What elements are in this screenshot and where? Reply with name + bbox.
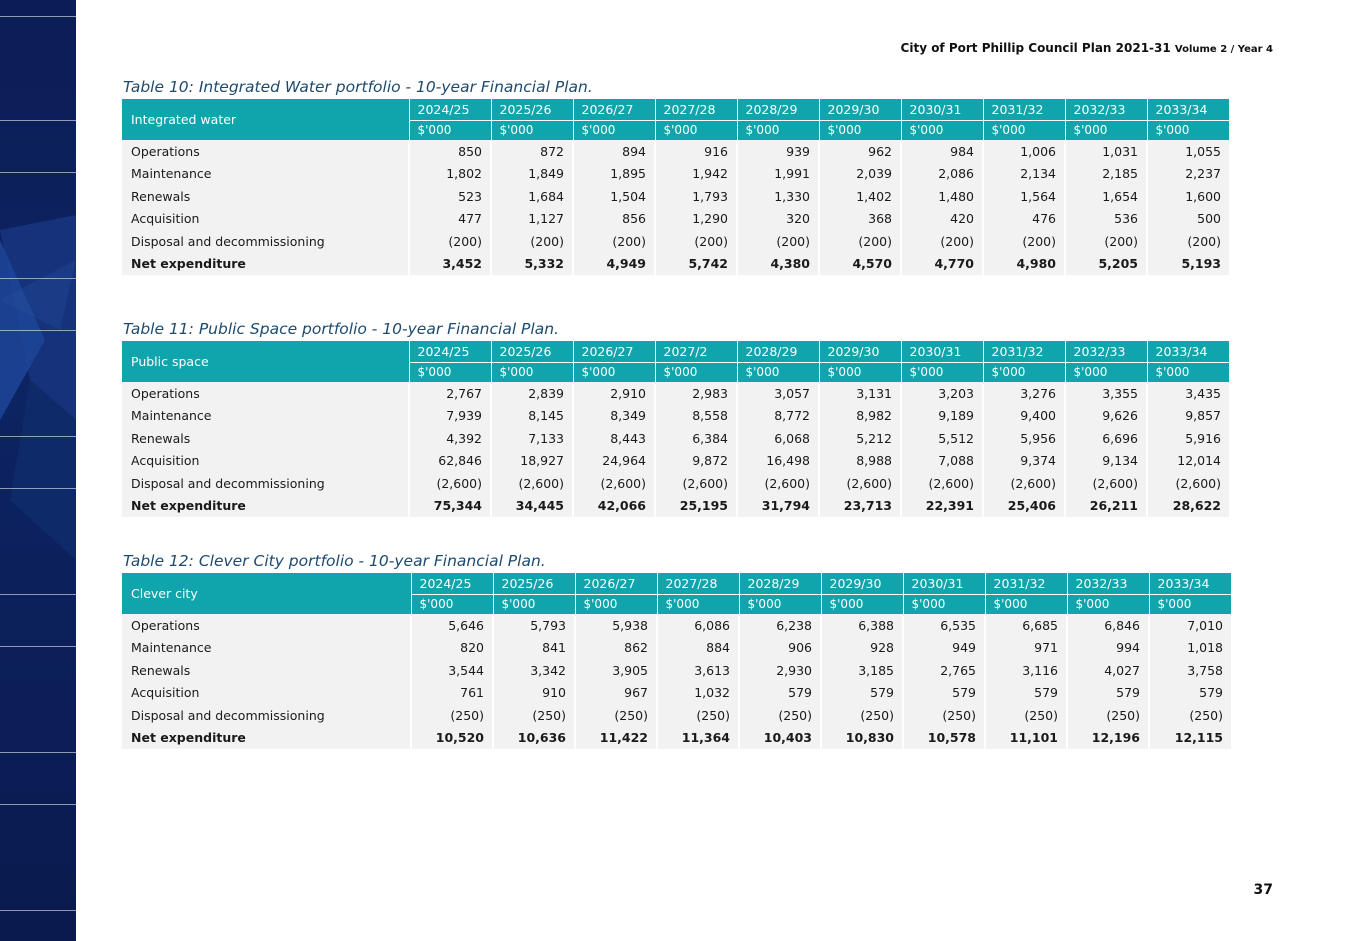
value-cell: 477 [409,208,491,231]
value-cell: 3,342 [493,659,575,682]
unit-header: $'000 [655,120,737,140]
value-cell: 5,916 [1147,427,1229,450]
value-cell: 761 [411,682,493,705]
year-header: 2031/32 [983,341,1065,362]
unit-header: $'000 [493,594,575,614]
value-cell: 8,988 [819,450,901,473]
value-cell: 579 [739,682,821,705]
value-cell: 6,388 [821,614,903,637]
page-header [901,41,1273,55]
value-cell: 3,203 [901,382,983,405]
table-row [122,614,1231,637]
year-header: 2029/30 [821,573,903,594]
document-title: City of Port Phillip Council Plan 2021-31 [900,41,1171,55]
row-label: Net expenditure [122,253,409,276]
year-header: 2030/31 [903,573,985,594]
year-header: 2033/34 [1147,341,1229,362]
value-cell: 5,938 [575,614,657,637]
value-cell: 7,010 [1149,614,1231,637]
table-caption: Table 11: Public Space portfolio - 10-year Financial Plan. [123,320,559,338]
value-cell: 6,068 [737,427,819,450]
value-cell: (250) [739,704,821,727]
value-cell: 42,066 [573,495,655,518]
value-cell: 850 [409,140,491,163]
unit-header: $'000 [821,594,903,614]
year-header: 2024/25 [411,573,493,594]
value-cell: 9,134 [1065,450,1147,473]
value-cell: 3,355 [1065,382,1147,405]
value-cell: 10,520 [411,727,493,750]
value-cell: 8,443 [573,427,655,450]
value-cell: 939 [737,140,819,163]
table-row [122,185,1229,208]
row-label: Disposal and decommissioning [122,704,411,727]
unit-header: $'000 [1067,594,1149,614]
unit-header: $'000 [1149,594,1231,614]
year-header: 2030/31 [901,341,983,362]
value-cell: 9,374 [983,450,1065,473]
unit-header: $'000 [491,120,573,140]
year-header: 2030/31 [901,99,983,120]
row-label: Net expenditure [122,727,411,750]
value-cell: 420 [901,208,983,231]
row-label: Maintenance [122,163,409,186]
value-cell: 2,839 [491,382,573,405]
value-cell: 2,910 [573,382,655,405]
value-cell: 1,564 [983,185,1065,208]
year-header: 2029/30 [819,99,901,120]
value-cell: (200) [1065,230,1147,253]
value-cell: 3,057 [737,382,819,405]
value-cell: 10,578 [903,727,985,750]
value-cell: (250) [1149,704,1231,727]
value-cell: 2,134 [983,163,1065,186]
value-cell: 12,196 [1067,727,1149,750]
unit-header: $'000 [409,362,491,382]
row-label: Operations [122,614,411,637]
value-cell: (200) [655,230,737,253]
value-cell: 16,498 [737,450,819,473]
unit-header: $'000 [983,362,1065,382]
value-cell: 6,238 [739,614,821,637]
value-cell: (2,600) [1147,472,1229,495]
value-cell: 7,088 [901,450,983,473]
value-cell: (2,600) [983,472,1065,495]
year-header: 2028/29 [737,341,819,362]
value-cell: 872 [491,140,573,163]
value-cell: 9,857 [1147,405,1229,428]
value-cell: 916 [655,140,737,163]
value-cell: 3,544 [411,659,493,682]
value-cell: 11,422 [575,727,657,750]
table-row [122,253,1229,276]
side-decoration-band [0,0,76,941]
table-row [122,140,1229,163]
value-cell: (2,600) [819,472,901,495]
row-label: Operations [122,382,409,405]
value-cell: 6,384 [655,427,737,450]
financial-table-integrated-water [122,99,1229,275]
value-cell: 1,991 [737,163,819,186]
row-label: Renewals [122,427,409,450]
volume-label: Volume 2 / Year 4 [1174,44,1273,55]
value-cell: 928 [821,637,903,660]
value-cell: 12,014 [1147,450,1229,473]
value-cell: 10,636 [493,727,575,750]
table-row [122,405,1229,428]
unit-header: $'000 [655,362,737,382]
value-cell: 8,558 [655,405,737,428]
value-cell: 1,684 [491,185,573,208]
value-cell: 5,332 [491,253,573,276]
value-cell: 4,392 [409,427,491,450]
value-cell: 1,290 [655,208,737,231]
row-label: Renewals [122,659,411,682]
value-cell: 3,905 [575,659,657,682]
value-cell: (250) [903,704,985,727]
year-header: 2026/27 [573,99,655,120]
unit-header: $'000 [819,120,901,140]
unit-header: $'000 [573,120,655,140]
page-number: 37 [1253,882,1273,898]
unit-header: $'000 [1147,120,1229,140]
row-label: Acquisition [122,450,409,473]
value-cell: 579 [1149,682,1231,705]
table-row [122,230,1229,253]
table-row [122,704,1231,727]
unit-header: $'000 [903,594,985,614]
year-header: 2033/34 [1149,573,1231,594]
value-cell: 2,039 [819,163,901,186]
unit-header: $'000 [1147,362,1229,382]
value-cell: 862 [575,637,657,660]
value-cell: (200) [491,230,573,253]
value-cell: 1,006 [983,140,1065,163]
value-cell: (2,600) [409,472,491,495]
year-header: 2031/32 [983,99,1065,120]
value-cell: 579 [903,682,985,705]
value-cell: 12,115 [1149,727,1231,750]
value-cell: 2,237 [1147,163,1229,186]
value-cell: (200) [901,230,983,253]
value-cell: 24,964 [573,450,655,473]
value-cell: 3,276 [983,382,1065,405]
year-header: 2028/29 [737,99,819,120]
value-cell: (200) [409,230,491,253]
value-cell: (2,600) [491,472,573,495]
value-cell: 6,535 [903,614,985,637]
year-header: 2033/34 [1147,99,1229,120]
value-cell: 884 [657,637,739,660]
year-header: 2026/27 [573,341,655,362]
value-cell: 820 [411,637,493,660]
year-header: 2029/30 [819,341,901,362]
value-cell: 5,205 [1065,253,1147,276]
table-caption: Table 12: Clever City portfolio - 10-year Financial Plan. [123,552,546,570]
row-label: Net expenditure [122,495,409,518]
value-cell: (250) [493,704,575,727]
row-label: Maintenance [122,405,409,428]
value-cell: 28,622 [1147,495,1229,518]
unit-header: $'000 [901,120,983,140]
year-header: 2025/26 [493,573,575,594]
value-cell: 2,185 [1065,163,1147,186]
value-cell: 34,445 [491,495,573,518]
value-cell: 4,027 [1067,659,1149,682]
unit-header: $'000 [985,594,1067,614]
value-cell: 5,956 [983,427,1065,450]
value-cell: 4,949 [573,253,655,276]
value-cell: 536 [1065,208,1147,231]
value-cell: 967 [575,682,657,705]
table-row [122,208,1229,231]
value-cell: 2,765 [903,659,985,682]
value-cell: 1,942 [655,163,737,186]
unit-header: $'000 [737,120,819,140]
value-cell: 6,846 [1067,614,1149,637]
unit-header: $'000 [739,594,821,614]
value-cell: 994 [1067,637,1149,660]
year-header: 2031/32 [985,573,1067,594]
table-caption: Table 10: Integrated Water portfolio - 10-year Financial Plan. [123,78,593,96]
row-label: Disposal and decommissioning [122,472,409,495]
value-cell: 22,391 [901,495,983,518]
value-cell: 3,435 [1147,382,1229,405]
value-cell: (200) [983,230,1065,253]
value-cell: (250) [411,704,493,727]
value-cell: 8,349 [573,405,655,428]
row-label: Renewals [122,185,409,208]
table-row [122,659,1231,682]
value-cell: 5,512 [901,427,983,450]
table-row [122,637,1231,660]
side-band-graphic [0,0,76,941]
year-header: 2027/2 [655,341,737,362]
value-cell: 949 [903,637,985,660]
unit-header: $'000 [657,594,739,614]
value-cell: 7,939 [409,405,491,428]
year-header: 2028/29 [739,573,821,594]
value-cell: 476 [983,208,1065,231]
value-cell: 23,713 [819,495,901,518]
value-cell: (2,600) [901,472,983,495]
value-cell: 579 [985,682,1067,705]
value-cell: 7,133 [491,427,573,450]
value-cell: (200) [1147,230,1229,253]
value-cell: 10,403 [739,727,821,750]
value-cell: 910 [493,682,575,705]
value-cell: 368 [819,208,901,231]
value-cell: 971 [985,637,1067,660]
row-label: Acquisition [122,208,409,231]
unit-header: $'000 [819,362,901,382]
value-cell: 856 [573,208,655,231]
value-cell: 1,504 [573,185,655,208]
value-cell: 500 [1147,208,1229,231]
table-row [122,682,1231,705]
value-cell: 9,626 [1065,405,1147,428]
value-cell: 1,849 [491,163,573,186]
value-cell: 6,685 [985,614,1067,637]
value-cell: 9,189 [901,405,983,428]
value-cell: 8,982 [819,405,901,428]
table-row-header-label: Public space [122,341,409,382]
value-cell: 11,101 [985,727,1067,750]
value-cell: 1,018 [1149,637,1231,660]
unit-header: $'000 [411,594,493,614]
financial-table-clever-city [122,573,1231,749]
value-cell: 31,794 [737,495,819,518]
value-cell: 5,646 [411,614,493,637]
value-cell: 1,330 [737,185,819,208]
value-cell: 1,402 [819,185,901,208]
value-cell: 3,116 [985,659,1067,682]
value-cell: 4,980 [983,253,1065,276]
value-cell: (2,600) [737,472,819,495]
row-label: Operations [122,140,409,163]
value-cell: 2,983 [655,382,737,405]
year-header: 2032/33 [1065,341,1147,362]
value-cell: 2,086 [901,163,983,186]
value-cell: 6,696 [1065,427,1147,450]
year-header: 2024/25 [409,99,491,120]
value-cell: 25,406 [983,495,1065,518]
value-cell: 1,802 [409,163,491,186]
value-cell: 1,793 [655,185,737,208]
value-cell: 4,770 [901,253,983,276]
value-cell: 9,872 [655,450,737,473]
value-cell: 5,193 [1147,253,1229,276]
unit-header: $'000 [575,594,657,614]
year-header: 2024/25 [409,341,491,362]
value-cell: 26,211 [1065,495,1147,518]
value-cell: 10,830 [821,727,903,750]
value-cell: 5,793 [493,614,575,637]
value-cell: 1,127 [491,208,573,231]
unit-header: $'000 [901,362,983,382]
row-label: Disposal and decommissioning [122,230,409,253]
table-row [122,727,1231,750]
unit-header: $'000 [1065,120,1147,140]
value-cell: 4,570 [819,253,901,276]
unit-header: $'000 [1065,362,1147,382]
value-cell: 894 [573,140,655,163]
row-label: Acquisition [122,682,411,705]
value-cell: 3,758 [1149,659,1231,682]
value-cell: (200) [819,230,901,253]
table-row-header-label: Clever city [122,573,411,614]
value-cell: 1,031 [1065,140,1147,163]
value-cell: 6,086 [657,614,739,637]
value-cell: 579 [821,682,903,705]
year-header: 2026/27 [575,573,657,594]
value-cell: 1,480 [901,185,983,208]
year-header: 2025/26 [491,99,573,120]
value-cell: 962 [819,140,901,163]
value-cell: 906 [739,637,821,660]
value-cell: (250) [985,704,1067,727]
table-row-header-label: Integrated water [122,99,409,140]
value-cell: (250) [1067,704,1149,727]
financial-table-public-space [122,341,1229,517]
value-cell: 8,145 [491,405,573,428]
unit-header: $'000 [409,120,491,140]
year-header: 2032/33 [1067,573,1149,594]
value-cell: 3,185 [821,659,903,682]
value-cell: 11,364 [657,727,739,750]
value-cell: 5,742 [655,253,737,276]
value-cell: 1,600 [1147,185,1229,208]
value-cell: (2,600) [573,472,655,495]
value-cell: 4,380 [737,253,819,276]
value-cell: 1,895 [573,163,655,186]
table-row [122,450,1229,473]
value-cell: 75,344 [409,495,491,518]
value-cell: 9,400 [983,405,1065,428]
value-cell: 1,055 [1147,140,1229,163]
value-cell: (2,600) [1065,472,1147,495]
value-cell: 523 [409,185,491,208]
value-cell: (250) [657,704,739,727]
table-row [122,472,1229,495]
value-cell: (250) [575,704,657,727]
year-header: 2027/28 [655,99,737,120]
value-cell: 1,032 [657,682,739,705]
value-cell: 2,930 [739,659,821,682]
value-cell: (2,600) [655,472,737,495]
table-row [122,495,1229,518]
value-cell: 841 [493,637,575,660]
value-cell: 18,927 [491,450,573,473]
value-cell: 8,772 [737,405,819,428]
table-row [122,427,1229,450]
table-row [122,382,1229,405]
value-cell: 25,195 [655,495,737,518]
value-cell: 579 [1067,682,1149,705]
unit-header: $'000 [983,120,1065,140]
value-cell: 984 [901,140,983,163]
value-cell: 1,654 [1065,185,1147,208]
value-cell: 3,613 [657,659,739,682]
value-cell: (200) [737,230,819,253]
unit-header: $'000 [573,362,655,382]
value-cell: 320 [737,208,819,231]
value-cell: 62,846 [409,450,491,473]
year-header: 2027/28 [657,573,739,594]
value-cell: 3,452 [409,253,491,276]
year-header: 2025/26 [491,341,573,362]
row-label: Maintenance [122,637,411,660]
value-cell: 3,131 [819,382,901,405]
value-cell: (200) [573,230,655,253]
year-header: 2032/33 [1065,99,1147,120]
value-cell: 2,767 [409,382,491,405]
value-cell: (250) [821,704,903,727]
unit-header: $'000 [737,362,819,382]
table-row [122,163,1229,186]
unit-header: $'000 [491,362,573,382]
value-cell: 5,212 [819,427,901,450]
